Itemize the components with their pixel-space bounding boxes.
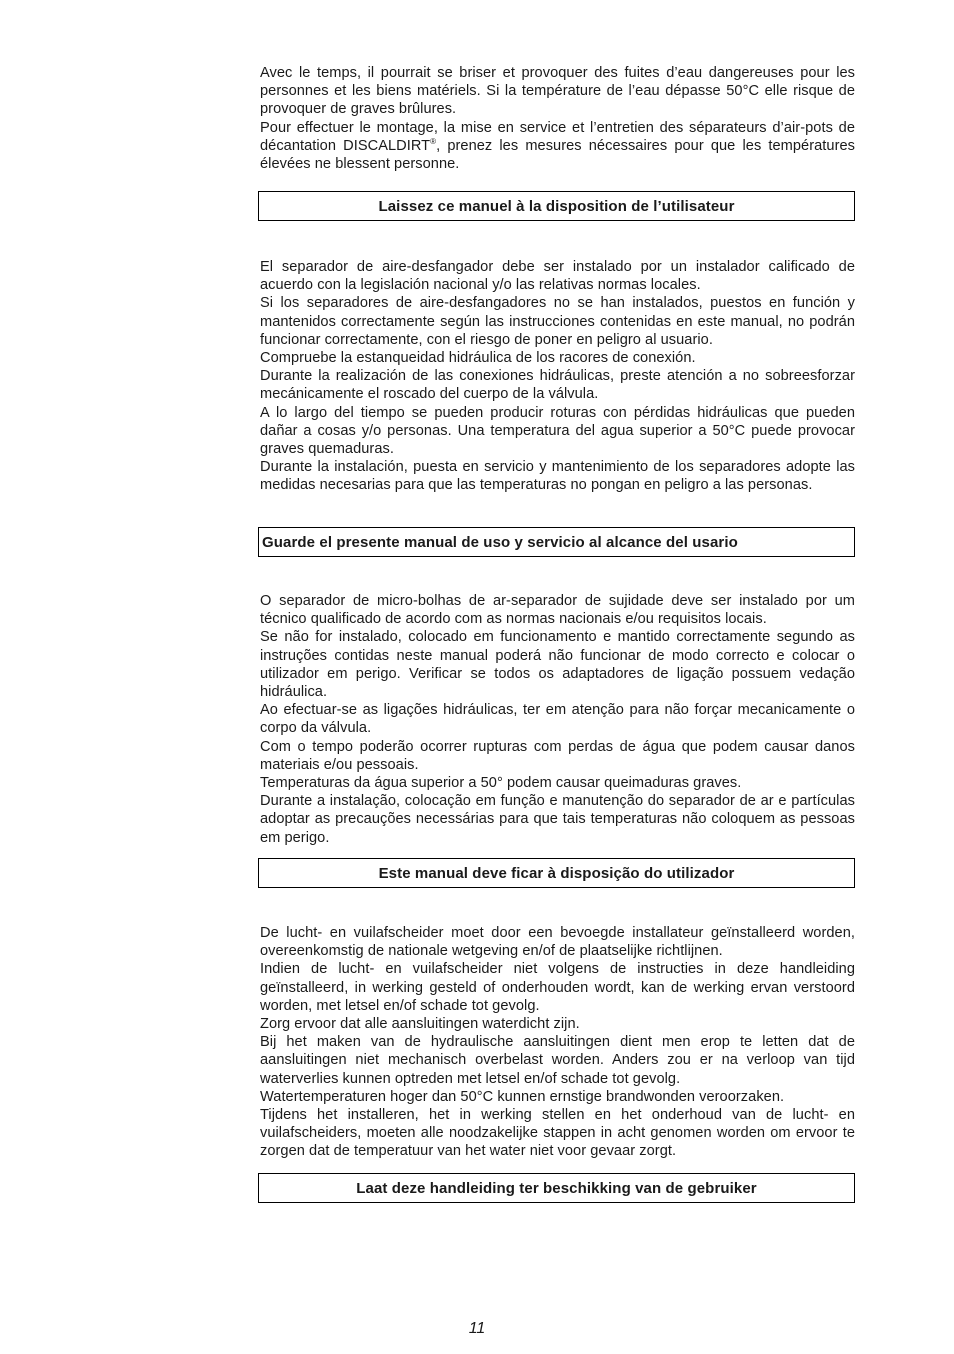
dutch-section	[260, 924, 855, 1161]
portuguese-paragraph: Se não for instalado, colocado em funcionamento e mantido correctamente segundo as instruções contidas neste manual poderá não funcionar de modo correcto e colocar o utilizador em perigo. Verificar se todos os adaptadores de ligação possuem vedação hidráulica.	[260, 629, 855, 701]
spanish-paragraph: A lo largo del tiempo se pueden producir roturas con pérdidas hidráulicas que pueden dañar a cosas y/o personas. Una temperatura del agua superior a 50°C puede provocar graves quemaduras.	[260, 404, 855, 458]
dutch-paragraph: Bij het maken van de hydraulische aansluitingen dient men erop te letten dat de aansluitingen niet mechanisch overbelast worden. Anders zou er na verloop van tijd waterverlies kunnen optreden met letsel en/of schade tot gevolg.	[260, 1034, 855, 1087]
spanish-paragraph: Durante la instalación, puesta en servicio y mantenimiento de los separadores adopte las medidas necesarias para que las temperaturas no pongan en peligro a las personas.	[260, 459, 855, 494]
portuguese-paragraph: Durante a instalação, colocação em função e manutenção do separador de ar e partículas adoptar as precauções necessárias para que tais temperaturas não coloquem as pessoas em perigo.	[260, 793, 855, 846]
portuguese-paragraph: Ao efectuar-se as ligações hidráulicas, ter em atenção para não forçar mecanicamente o corpo da válvula.	[260, 702, 855, 737]
registered-mark: ®	[430, 136, 437, 146]
portuguese-paragraph: Com o tempo poderão ocorrer rupturas com perdas de água que podem causar danos materiais e/ou pessoais.	[260, 738, 855, 773]
dutch-notice-box	[258, 1173, 855, 1203]
dutch-paragraph: Indien de lucht- en vuilafscheider niet volgens de instructies in deze handleiding geïnstalleerd, in werking gesteld of onderhouden wordt, kan de werking ervan verstoord worden, met letsel en/of schade tot gevolg.	[260, 961, 855, 1014]
french-paragraph-2	[260, 119, 855, 174]
spanish-paragraph: Durante la realización de las conexiones hidráulicas, preste atención a no sobreesforzar mecánicamente el roscado del cuerpo de la válvula.	[260, 368, 855, 403]
spanish-paragraph: El separador de aire-desfangador debe ser instalado por un instalador calificado de acuerdo con la legislación nacional y/o las relativas normas locales.	[260, 259, 855, 294]
dutch-paragraph: Zorg ervoor dat alle aansluitingen waterdicht zijn.	[260, 1016, 580, 1033]
dutch-paragraph: Tijdens het installeren, het in werking stellen en het onderhoud van de lucht- en vuilafscheiders, moeten alle noodzakelijke stappen in acht genomen worden om ervoor te zorgen dat de temperatuur van het water niet voor gevaar zorgt.	[260, 1107, 855, 1160]
page-number: 11	[468, 1320, 486, 1337]
french-notice-text: Laissez ce manuel à la disposition de l’utilisateur	[378, 197, 735, 215]
portuguese-notice-text: Este manual deve ficar à disposição do utilizador	[378, 864, 735, 882]
portuguese-notice-box	[258, 858, 855, 888]
dutch-paragraph: Watertemperaturen hoger dan 50°C kunnen ernstige brandwonden veroorzaken.	[260, 1088, 785, 1105]
spanish-notice-text: Guarde el presente manual de uso y servicio al alcance del usario	[262, 533, 738, 551]
french-notice-box	[258, 191, 855, 221]
dutch-notice-text: Laat deze handleiding ter beschikking van de gebruiker	[356, 1179, 757, 1197]
spanish-paragraph: Si los separadores de aire-desfangadores no se han instalados, puestos en función y mantenidos correctamente según las instrucciones contenidas en este manual, no podrán funcionar correctamente, con el riesgo de poner en peligro al usuario.	[260, 295, 855, 348]
french-section	[260, 64, 855, 173]
portuguese-paragraph: Temperaturas da água superior a 50° podem causar queimaduras graves.	[260, 775, 742, 792]
spanish-notice-box	[258, 527, 855, 557]
french-paragraph-1: Avec le temps, il pourrait se briser et provoquer des fuites d’eau dangereuses pour les personnes et les biens matériels. Si la température de l’eau dépasse 50°C elle risque de provoquer de graves brûlures.	[260, 65, 855, 118]
spanish-section	[260, 258, 855, 495]
french-paragraph-2-text: Pour effectuer le montage, la mise en service et l’entretien des séparateurs d’air-pots de décantation DISCALDIRT	[260, 119, 855, 154]
portuguese-paragraph: O separador de micro-bolhas de ar-separador de sujidade deve ser instalado por um técnico qualificado de acordo com as normas nacionais e/ou requisitos locais.	[260, 593, 855, 628]
dutch-paragraph: De lucht- en vuilafscheider moet door een bevoegde installateur geïnstalleerd worden, overeenkomstig de nationale wetgeving en/of de plaatselijke richtlijnen.	[260, 925, 855, 960]
portuguese-section	[260, 592, 855, 847]
french-paragraph-2-text-end: , prenez les mesures nécessaires pour que les températures élevées ne blessent personne.	[260, 137, 855, 173]
spanish-paragraph: Compruebe la estanqueidad hidráulica de los racores de conexión.	[260, 350, 696, 367]
